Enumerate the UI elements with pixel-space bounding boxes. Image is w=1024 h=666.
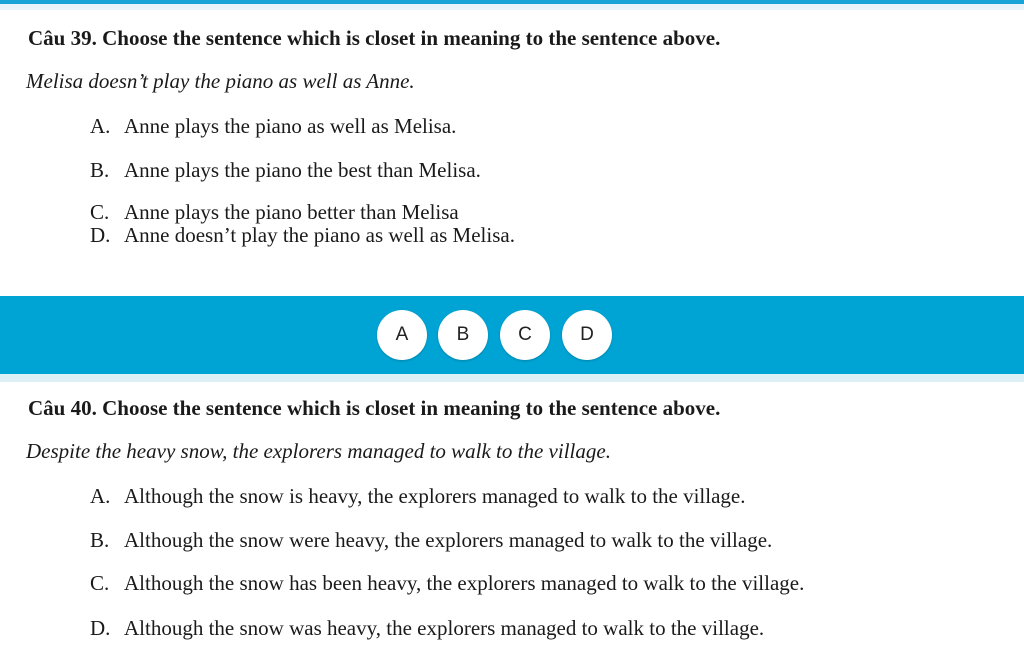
question-prompt: Melisa doesn’t play the piano as well as Anne.	[26, 69, 415, 93]
answer-c-button[interactable]: C	[500, 310, 550, 360]
option-text: Anne plays the piano better than Melisa	[124, 200, 459, 224]
answer-a-button[interactable]: A	[377, 310, 427, 360]
option-text: Anne doesn’t play the piano as well as Melisa.	[124, 223, 515, 247]
answer-b-button[interactable]: B	[438, 310, 488, 360]
option-letter: B.	[90, 528, 110, 552]
option-letter: D.	[90, 223, 111, 247]
option-a	[90, 484, 746, 509]
answer-bar-shadow	[0, 374, 1024, 382]
option-text: Anne plays the piano the best than Melisa.	[124, 158, 481, 182]
option-text: Although the snow has been heavy, the explorers managed to walk to the village.	[124, 571, 805, 595]
question-prompt: Despite the heavy snow, the explorers managed to walk to the village.	[26, 439, 611, 463]
answer-d-button[interactable]: D	[562, 310, 612, 360]
option-a	[90, 114, 456, 139]
option-text: Although the snow were heavy, the explorers managed to walk to the village.	[124, 528, 773, 552]
option-b	[90, 528, 772, 553]
option-letter: C.	[90, 200, 110, 224]
answer-choice-bar	[0, 296, 1024, 374]
top-divider-shadow	[0, 4, 1024, 10]
option-c	[90, 571, 804, 596]
question-title: Câu 40. Choose the sentence which is closet in meaning to the sentence above.	[28, 396, 721, 420]
option-d	[90, 616, 764, 641]
option-c	[90, 200, 459, 225]
option-text: Although the snow is heavy, the explorers managed to walk to the village.	[124, 484, 746, 508]
question-title: Câu 39. Choose the sentence which is closet in meaning to the sentence above.	[28, 26, 721, 50]
option-letter: A.	[90, 484, 111, 508]
option-letter: C.	[90, 571, 110, 595]
option-letter: B.	[90, 158, 110, 182]
option-d	[90, 223, 515, 248]
option-b	[90, 158, 481, 183]
option-text: Although the snow was heavy, the explorers managed to walk to the village.	[124, 616, 765, 640]
option-letter: A.	[90, 114, 111, 138]
option-letter: D.	[90, 616, 111, 640]
option-text: Anne plays the piano as well as Melisa.	[124, 114, 457, 138]
